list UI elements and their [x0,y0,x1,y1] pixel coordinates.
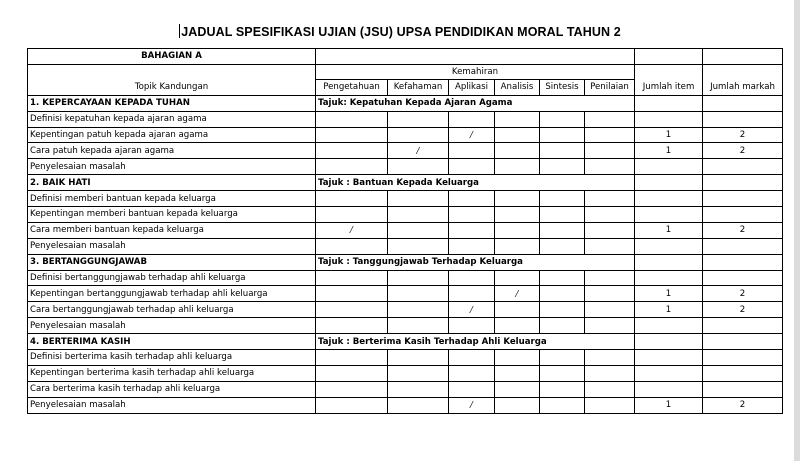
skill-mark-cell [540,365,585,381]
skill-mark-cell: / [316,222,388,238]
jumlah-item-cell [635,238,703,254]
group-heading-row [28,254,783,270]
section-label: BAHAGIAN A [28,49,316,65]
skill-mark-cell [316,238,388,254]
skill-mark-cell [449,365,495,381]
skill-mark-cell [316,318,388,334]
skill-mark-cell [495,381,540,397]
jumlah-markah-header: Jumlah markah [703,64,783,95]
jumlah-markah-cell [703,381,783,397]
group-blank-markah [703,95,783,111]
skill-mark-cell: / [388,143,449,159]
jumlah-item-cell: 1 [635,143,703,159]
skill-header: Aplikasi [449,79,495,95]
group-heading-row [28,334,783,350]
group-heading: 3. BERTANGGUNGJAWAB [28,254,316,270]
skill-mark-cell [316,127,388,143]
skill-mark-cell [388,365,449,381]
skill-mark-cell [585,111,635,127]
skill-mark-cell [449,286,495,302]
skill-mark-cell [388,318,449,334]
table-row [28,318,783,334]
skill-mark-cell [540,222,585,238]
skill-mark-cell [540,350,585,366]
jumlah-item-cell [635,207,703,223]
jumlah-markah-cell [703,207,783,223]
skill-mark-cell [585,159,635,175]
table-row [28,207,783,223]
topic-cell: Cara memberi bantuan kepada keluarga [28,222,316,238]
topic-cell: Definisi kepatuhan kepada ajaran agama [28,111,316,127]
skill-mark-cell [316,286,388,302]
skill-mark-cell [388,381,449,397]
skill-mark-cell [495,238,540,254]
topic-cell: Cara berterima kasih terhadap ahli keluarga [28,381,316,397]
jumlah-item-cell [635,111,703,127]
skill-mark-cell [540,238,585,254]
group-heading-row [28,175,783,191]
skill-mark-cell [585,381,635,397]
table-row [28,111,783,127]
skill-header: Kefahaman [388,79,449,95]
skill-mark-cell [495,350,540,366]
header-row-section [28,49,783,65]
skill-mark-cell [316,207,388,223]
jumlah-item-cell [635,159,703,175]
jumlah-item-cell [635,381,703,397]
skill-mark-cell: / [449,127,495,143]
skill-mark-cell [495,397,540,413]
jumlah-item-cell: 1 [635,222,703,238]
topic-cell: Kepentingan patuh kepada ajaran agama [28,127,316,143]
skill-mark-cell [495,143,540,159]
jumlah-item-cell [635,191,703,207]
group-tajuk: Tajuk : Bantuan Kepada Keluarga [316,175,635,191]
topic-cell: Kepentingan bertanggungjawab terhadap ahli keluarga [28,286,316,302]
jumlah-markah-cell [703,111,783,127]
skill-mark-cell [585,222,635,238]
skill-mark-cell [449,318,495,334]
document-title [0,24,800,39]
skill-mark-cell [388,397,449,413]
skill-mark-cell [388,350,449,366]
group-blank-markah [703,334,783,350]
topic-cell: Definisi bertanggungjawab terhadap ahli keluarga [28,270,316,286]
skill-mark-cell [388,270,449,286]
jumlah-markah-cell: 2 [703,143,783,159]
group-heading: 4. BERTERIMA KASIH [28,334,316,350]
group-tajuk: Tajuk : Tanggungjawab Terhadap Keluarga [316,254,635,270]
skill-header: Penilaian [585,79,635,95]
skill-mark-cell [449,381,495,397]
topic-cell: Penyelesaian masalah [28,318,316,334]
skill-mark-cell [495,111,540,127]
skill-mark-cell [495,191,540,207]
skill-mark-cell [540,270,585,286]
table-row [28,302,783,318]
table-row [28,381,783,397]
skill-mark-cell [585,270,635,286]
skill-mark-cell [316,143,388,159]
skill-mark-cell [585,286,635,302]
topic-cell: Definisi memberi bantuan kepada keluarga [28,191,316,207]
specification-table [27,48,783,414]
jumlah-markah-cell: 2 [703,222,783,238]
skill-mark-cell [495,127,540,143]
jumlah-item-cell: 1 [635,302,703,318]
skill-mark-cell [388,111,449,127]
skill-mark-cell [449,350,495,366]
topic-cell: Definisi berterima kasih terhadap ahli keluarga [28,350,316,366]
skill-mark-cell [495,222,540,238]
section-blank [316,49,635,65]
skill-mark-cell [316,397,388,413]
header-row-kemahiran [28,64,783,79]
skill-mark-cell [540,143,585,159]
skill-mark-cell [540,207,585,223]
skill-mark-cell [495,318,540,334]
table-row [28,143,783,159]
topic-cell: Penyelesaian masalah [28,159,316,175]
skill-mark-cell [449,207,495,223]
skill-header: Pengetahuan [316,79,388,95]
skill-mark-cell: / [449,302,495,318]
jumlah-item-header: Jumlah item [635,64,703,95]
jumlah-markah-cell [703,270,783,286]
jumlah-item-cell [635,318,703,334]
skill-header: Sintesis [540,79,585,95]
skill-mark-cell [449,222,495,238]
skill-mark-cell [585,397,635,413]
skill-mark-cell [585,207,635,223]
skill-mark-cell [449,159,495,175]
jumlah-item-cell [635,270,703,286]
jumlah-item-cell: 1 [635,286,703,302]
group-blank-markah [703,175,783,191]
table-row [28,238,783,254]
skill-mark-cell [585,365,635,381]
topic-cell: Cara patuh kepada ajaran agama [28,143,316,159]
jumlah-item-cell [635,365,703,381]
skill-mark-cell [316,270,388,286]
skill-mark-cell [585,127,635,143]
table-row [28,286,783,302]
skill-mark-cell [540,127,585,143]
skill-mark-cell [540,111,585,127]
topic-cell: Kepentingan memberi bantuan kepada keluarga [28,207,316,223]
skill-mark-cell: / [495,286,540,302]
skill-mark-cell [388,286,449,302]
skill-mark-cell [388,159,449,175]
jumlah-markah-cell: 2 [703,127,783,143]
document-title-text: JADUAL SPESIFIKASI UJIAN (JSU) UPSA PENDIDIKAN MORAL TAHUN 2 [181,25,621,39]
skill-mark-cell [449,270,495,286]
skill-mark-cell [495,207,540,223]
topic-cell: Penyelesaian masalah [28,397,316,413]
group-heading-row [28,95,783,111]
skill-mark-cell [540,318,585,334]
jumlah-markah-cell [703,191,783,207]
group-blank-item [635,95,703,111]
skill-mark-cell [316,381,388,397]
skill-mark-cell [449,238,495,254]
skill-mark-cell [540,159,585,175]
topic-cell: Penyelesaian masalah [28,238,316,254]
skill-mark-cell [388,127,449,143]
skill-mark-cell [540,191,585,207]
skill-mark-cell [495,270,540,286]
jumlah-item-cell: 1 [635,397,703,413]
skill-mark-cell [540,397,585,413]
jumlah-markah-cell [703,365,783,381]
topic-cell: Cara bertanggungjawab terhadap ahli keluarga [28,302,316,318]
skill-mark-cell [585,191,635,207]
group-blank-item [635,254,703,270]
jumlah-markah-cell [703,159,783,175]
jumlah-markah-cell [703,238,783,254]
kemahiran-header: Kemahiran [316,64,635,79]
skill-mark-cell [388,207,449,223]
skill-mark-cell [388,222,449,238]
group-blank-item [635,334,703,350]
jumlah-markah-cell: 2 [703,286,783,302]
skill-mark-cell [495,302,540,318]
skill-mark-cell [316,365,388,381]
jumlah-markah-cell: 2 [703,302,783,318]
jumlah-markah-cell [703,318,783,334]
skill-mark-cell [316,302,388,318]
skill-mark-cell [585,238,635,254]
group-tajuk: Tajuk : Berterima Kasih Terhadap Ahli Keluarga [316,334,635,350]
skill-mark-cell [540,286,585,302]
skill-mark-cell [388,191,449,207]
skill-mark-cell [316,111,388,127]
topic-cell: Kepentingan berterima kasih terhadap ahli keluarga [28,365,316,381]
skill-mark-cell [585,350,635,366]
skill-mark-cell [540,381,585,397]
group-heading: 2. BAIK HATI [28,175,316,191]
topic-column-header: Topik Kandungan [28,64,316,95]
skill-mark-cell [316,159,388,175]
group-tajuk: Tajuk: Kepatuhan Kepada Ajaran Agama [316,95,635,111]
skill-mark-cell [449,111,495,127]
table-row [28,397,783,413]
skill-mark-cell [449,143,495,159]
skill-mark-cell [585,318,635,334]
table-row [28,270,783,286]
table-row [28,365,783,381]
table-row [28,350,783,366]
jumlah-markah-cell: 2 [703,397,783,413]
skill-mark-cell [449,191,495,207]
group-heading: 1. KEPERCAYAAN KEPADA TUHAN [28,95,316,111]
table-row [28,159,783,175]
skill-mark-cell [540,302,585,318]
skill-mark-cell [316,350,388,366]
section-blank-item [635,49,703,65]
skill-mark-cell [316,191,388,207]
window-edge [794,0,800,461]
jumlah-markah-cell [703,350,783,366]
skill-mark-cell [388,302,449,318]
group-blank-markah [703,254,783,270]
skill-mark-cell [585,143,635,159]
section-blank-markah [703,49,783,65]
jumlah-item-cell [635,350,703,366]
group-blank-item [635,175,703,191]
jumlah-item-cell: 1 [635,127,703,143]
skill-mark-cell [585,302,635,318]
skill-mark-cell [495,159,540,175]
skill-mark-cell: / [449,397,495,413]
table-row [28,191,783,207]
table-row [28,127,783,143]
table-row [28,222,783,238]
skill-mark-cell [495,365,540,381]
skill-header: Analisis [495,79,540,95]
skill-mark-cell [388,238,449,254]
